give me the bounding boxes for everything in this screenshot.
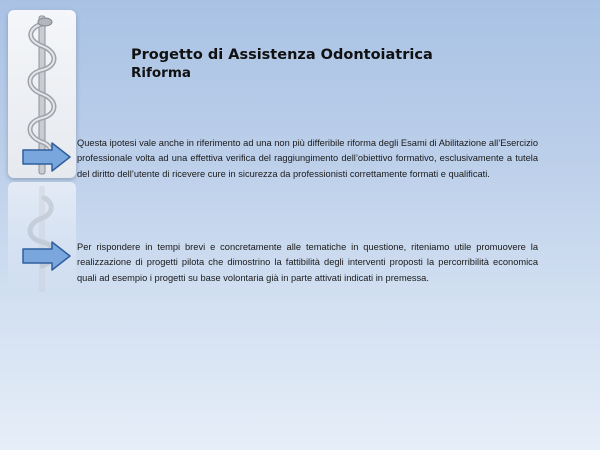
paragraph-exam-reform: Questa ipotesi vale anche in riferimento ad una non più differibile riforma degli Esami di Abilitazione all’Esercizio professionale volta ad una effettiva verifica del raggiungimento dell’obiettivo formativo, esclusivamente a tutela del diritto dell’utente di ricevere cure in sicurezza da professionisti correttamente formati e qualificati. — [77, 138, 538, 179]
asclepius-emblem-reflection — [8, 182, 76, 292]
page-subtitle: Riforma — [131, 65, 192, 81]
right-arrow-icon — [22, 241, 72, 271]
right-arrow-icon — [22, 142, 72, 172]
rod-of-asclepius-icon — [8, 182, 76, 292]
paragraph-pilot-projects: Per rispondere in tempi brevi e concretamente alle tematiche in questione, riteniamo utile promuovere la realizzazione di progetti pilota che dimostrino la fattibilità degli interventi proposti la percorribilità economica quali ad esempio i progetti su base volontaria già in parte attivati indicati in premessa. — [77, 242, 538, 283]
page-title: Progetto di Assistenza Odontoiatrica — [131, 47, 433, 63]
